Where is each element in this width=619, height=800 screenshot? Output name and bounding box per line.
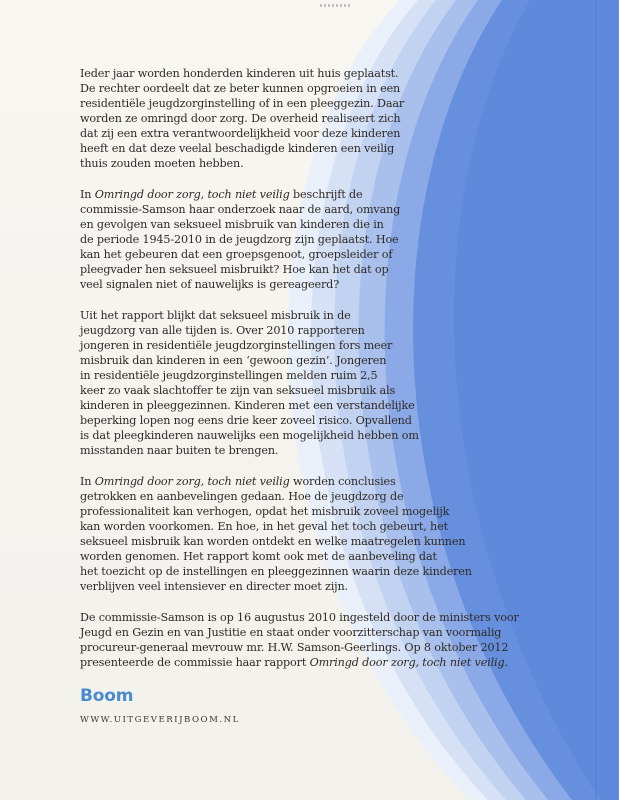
text-segment: jongeren in residentiële jeugdzorginstellingen fors meer — [80, 339, 393, 352]
print-mark — [320, 4, 350, 7]
text-line — [80, 141, 440, 156]
text-line — [80, 81, 440, 96]
text-segment: In — [80, 188, 95, 201]
text-segment: commissie-Samson haar onderzoek naar de aard, omvang — [80, 203, 401, 216]
text-line — [80, 323, 440, 338]
text-segment: is dat pleegkinderen nauwelijks een mogelijkheid hebben om — [80, 429, 419, 442]
text-segment: professionaliteit kan verhogen, opdat het misbruik zoveel mogelijk — [80, 505, 450, 518]
text-line — [80, 262, 440, 277]
text-line — [80, 232, 440, 247]
text-line — [80, 519, 448, 534]
text-segment: kinderen in pleeggezinnen. Kinderen met een verstandelijke — [80, 399, 415, 412]
text-segment: kan het gebeuren dat een groepsgenoot, groepsleider of — [80, 248, 393, 261]
text-segment: getrokken en aanbevelingen gedaan. Hoe de jeugdzorg de — [80, 490, 404, 503]
text-segment: procureur-generaal mevrouw mr. H.W. Samson-Geerlings. Op 8 oktober 2012 — [80, 641, 509, 654]
text-segment: De rechter oordeelt dat ze beter kunnen opgroeien in een — [80, 82, 401, 95]
text-segment: Jeugd en Gezin en van Justitie en staat onder voorzitterschap van voormalig — [80, 626, 502, 639]
text-line — [80, 202, 440, 217]
text-segment: heeft en dat deze veelal beschadigde kinderen een veilig — [80, 142, 395, 155]
text-segment: worden ze omringd door zorg. De overheid realiseert zich — [80, 112, 401, 125]
text-line — [80, 383, 440, 398]
text-line — [80, 640, 509, 655]
text-line — [80, 443, 440, 458]
text-segment: jeugdzorg van alle tijden is. Over 2010 rapporteren — [80, 324, 365, 337]
blurb-text — [80, 66, 519, 686]
text-line — [80, 474, 440, 489]
text-segment: de periode 1945-2010 in de jeugdzorg zijn geplaatst. Hoe — [80, 233, 399, 246]
text-line — [80, 277, 440, 292]
text-line — [80, 308, 440, 323]
publisher-url: WWW.UITGEVERIJBOOM.NL — [80, 715, 240, 725]
text-line — [80, 111, 440, 126]
publisher-logo: Boom — [80, 686, 134, 706]
text-line — [80, 579, 440, 594]
paragraph — [80, 474, 472, 594]
text-line — [80, 610, 519, 625]
text-line — [80, 368, 440, 383]
text-line — [80, 655, 508, 670]
text-segment: dat zij een extra verantwoordelijkheid voor deze kinderen — [80, 127, 401, 140]
text-segment: pleegvader hen seksueel misbruikt? Hoe kan het dat op — [80, 263, 389, 276]
text-segment: misbruik dan kinderen in een ‘gewoon gezin’. Jongeren — [80, 354, 387, 367]
text-line — [80, 66, 440, 81]
text-segment: kan worden voorkomen. En hoe, in het geval het toch gebeurt, het — [80, 520, 448, 533]
text-segment: worden conclusies — [289, 475, 396, 488]
text-segment: verblijven veel intensiever en directer moet zijn. — [80, 580, 348, 593]
paragraph — [80, 187, 440, 292]
text-segment: seksueel misbruik kan worden ontdekt en welke maatregelen kunnen — [80, 535, 466, 548]
paragraph — [80, 610, 519, 670]
text-segment: Uit het rapport blijkt dat seksueel misbruik in de — [80, 309, 351, 322]
text-line — [80, 126, 440, 141]
text-segment: residentiële jeugdzorginstelling of in een pleeggezin. Daar — [80, 97, 405, 110]
text-segment: in residentiële jeugdzorginstellingen melden ruim 2,5 — [80, 369, 378, 382]
text-line — [80, 247, 440, 262]
text-segment: misstanden naar buiten te brengen. — [80, 444, 279, 457]
text-line — [80, 413, 440, 428]
book-title-italic: Omringd door zorg, toch niet veilig — [94, 475, 290, 488]
text-line — [80, 489, 440, 504]
paragraph — [80, 66, 440, 171]
book-title-italic: Omringd door zorg, toch niet veilig. — [309, 656, 508, 669]
text-line — [80, 534, 466, 549]
text-line — [80, 504, 450, 519]
text-line — [80, 187, 440, 202]
text-segment: De commissie-Samson is op 16 augustus 2010 ingesteld door de ministers voor — [80, 611, 519, 624]
text-line — [80, 156, 440, 171]
text-segment: veel signalen niet of nauwelijks is gereageerd? — [80, 278, 340, 291]
text-line — [80, 625, 502, 640]
text-segment: het toezicht op de instellingen en pleeggezinnen waarin deze kinderen — [80, 565, 472, 578]
text-line — [80, 564, 472, 579]
text-line — [80, 549, 440, 564]
text-line — [80, 217, 440, 232]
text-line — [80, 428, 440, 443]
text-segment: thuis zouden moeten hebben. — [80, 157, 244, 170]
paragraph — [80, 308, 440, 458]
text-segment: worden genomen. Het rapport komt ook met de aanbeveling dat — [80, 550, 437, 563]
text-segment: Ieder jaar worden honderden kinderen uit huis geplaatst. — [80, 67, 399, 80]
text-segment: In — [80, 475, 95, 488]
text-segment: presenteerde de commissie haar rapport — [80, 656, 310, 669]
text-line — [80, 398, 440, 413]
text-segment: keer zo vaak slachtoffer te zijn van seksueel misbruik als — [80, 384, 396, 397]
text-line — [80, 353, 440, 368]
book-title-italic: Omringd door zorg, toch niet veilig — [94, 188, 290, 201]
text-segment: en gevolgen van seksueel misbruik van kinderen die in — [80, 218, 384, 231]
text-line — [80, 338, 440, 353]
text-segment: beperking lopen nog eens drie keer zoveel risico. Opvallend — [80, 414, 412, 427]
text-line — [80, 96, 440, 111]
text-segment: beschrijft de — [289, 188, 363, 201]
